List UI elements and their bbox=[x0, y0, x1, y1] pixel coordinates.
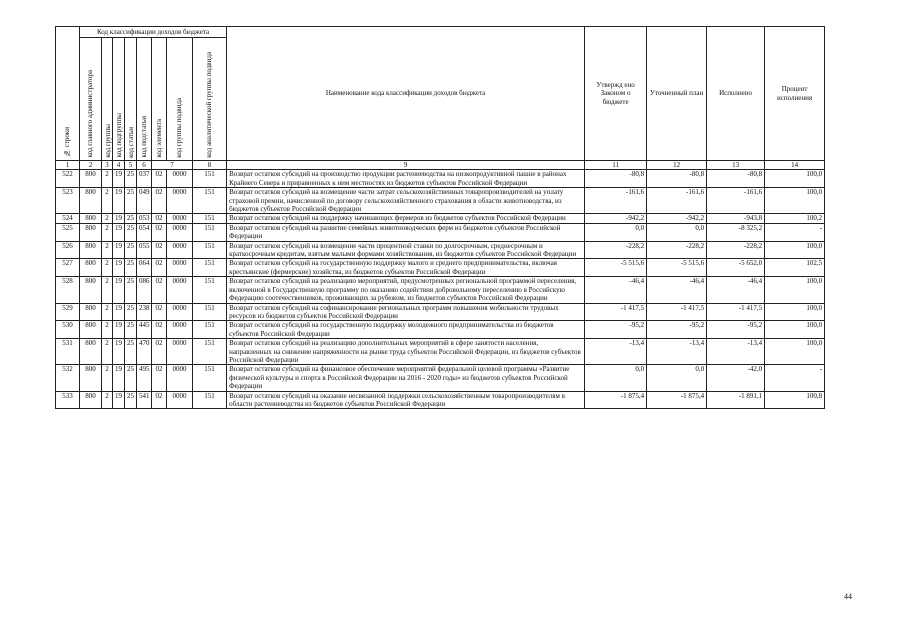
cell-subgroup-code: 19 bbox=[113, 277, 125, 303]
page-number: 44 bbox=[844, 592, 852, 601]
cell-percent: 100,0 bbox=[765, 241, 825, 259]
cell-element-code: 02 bbox=[152, 321, 167, 339]
cell-name: Возврат остатков субсидий на государственную поддержку молодежного предпринимательства из бюджетов субъектов Российской Федерации bbox=[227, 321, 585, 339]
column-number: 3 bbox=[102, 161, 113, 170]
cell-row-number: 525 bbox=[56, 223, 80, 241]
table-row bbox=[56, 321, 825, 339]
column-number: 2 bbox=[80, 161, 102, 170]
cell-subtype-group-code: 0000 bbox=[167, 241, 193, 259]
cell-element-code: 02 bbox=[152, 277, 167, 303]
cell-article-code: 25 bbox=[125, 303, 137, 321]
cell-percent: 100,2 bbox=[765, 214, 825, 223]
cell-percent: 100,0 bbox=[765, 277, 825, 303]
cell-name: Возврат остатков субсидий на государственную поддержку малого и среднего предпринимательства, включая крестьянские (фермерские) хозяйства, из бюджетов субъектов Российской Федерации bbox=[227, 259, 585, 277]
cell-approved: -942,2 bbox=[585, 214, 647, 223]
cell-subgroup-code: 19 bbox=[113, 170, 125, 188]
cell-approved: -46,4 bbox=[585, 277, 647, 303]
column-number: 11 bbox=[585, 161, 647, 170]
cell-subarticle-code: 049 bbox=[137, 188, 152, 214]
table-row bbox=[56, 303, 825, 321]
cell-name: Возврат остатков субсидий на поддержку начинающих фермеров из бюджетов субъектов Российской Федерации bbox=[227, 214, 585, 223]
cell-executed: -1 891,1 bbox=[707, 391, 765, 409]
cell-analytic-code: 151 bbox=[193, 170, 227, 188]
cell-group-code: 2 bbox=[102, 303, 113, 321]
cell-subtype-group-code: 0000 bbox=[167, 223, 193, 241]
cell-analytic-code: 151 bbox=[193, 188, 227, 214]
cell-approved: -95,2 bbox=[585, 321, 647, 339]
cell-row-number: 527 bbox=[56, 259, 80, 277]
table-row bbox=[56, 214, 825, 223]
cell-row-number: 522 bbox=[56, 170, 80, 188]
cell-percent: 100,0 bbox=[765, 170, 825, 188]
cell-refined-plan: -46,4 bbox=[647, 277, 707, 303]
code-header-element: код элемента bbox=[152, 38, 167, 161]
cell-executed: -161,6 bbox=[707, 188, 765, 214]
cell-analytic-code: 151 bbox=[193, 339, 227, 365]
table-row bbox=[56, 391, 825, 409]
cell-article-code: 25 bbox=[125, 321, 137, 339]
cell-article-code: 25 bbox=[125, 391, 137, 409]
row-number-header: № строки bbox=[56, 27, 80, 161]
cell-admin-code: 800 bbox=[80, 259, 102, 277]
cell-row-number: 528 bbox=[56, 277, 80, 303]
cell-subtype-group-code: 0000 bbox=[167, 391, 193, 409]
cell-executed: -5 652,0 bbox=[707, 259, 765, 277]
cell-subgroup-code: 19 bbox=[113, 391, 125, 409]
cell-admin-code: 800 bbox=[80, 223, 102, 241]
cell-executed: -8 325,2 bbox=[707, 223, 765, 241]
cell-subarticle-code: 238 bbox=[137, 303, 152, 321]
cell-analytic-code: 151 bbox=[193, 214, 227, 223]
column-number: 12 bbox=[647, 161, 707, 170]
cell-admin-code: 800 bbox=[80, 170, 102, 188]
cell-executed: -95,2 bbox=[707, 321, 765, 339]
name-header: Наименование кода классификации доходов бюджета bbox=[227, 27, 585, 161]
cell-approved: -1 417,5 bbox=[585, 303, 647, 321]
cell-row-number: 531 bbox=[56, 339, 80, 365]
approved-header: Утвержд ено Законом о бюджете bbox=[585, 27, 647, 161]
cell-subtype-group-code: 0000 bbox=[167, 339, 193, 365]
cell-group-code: 2 bbox=[102, 365, 113, 391]
cell-admin-code: 800 bbox=[80, 321, 102, 339]
cell-group-code: 2 bbox=[102, 391, 113, 409]
cell-admin-code: 800 bbox=[80, 391, 102, 409]
code-header-admin: код главного администратора bbox=[80, 38, 102, 161]
cell-group-code: 2 bbox=[102, 170, 113, 188]
cell-executed: -46,4 bbox=[707, 277, 765, 303]
cell-refined-plan: -161,6 bbox=[647, 188, 707, 214]
cell-subtype-group-code: 0000 bbox=[167, 365, 193, 391]
cell-subtype-group-code: 0000 bbox=[167, 259, 193, 277]
cell-approved: 0,0 bbox=[585, 223, 647, 241]
table-row bbox=[56, 277, 825, 303]
cell-group-code: 2 bbox=[102, 223, 113, 241]
cell-approved: 0,0 bbox=[585, 365, 647, 391]
code-header-group: код группы bbox=[102, 38, 113, 161]
code-header-subarticle: код подстатьи bbox=[137, 38, 152, 161]
cell-percent: 100,8 bbox=[765, 391, 825, 409]
cell-article-code: 25 bbox=[125, 339, 137, 365]
cell-subtype-group-code: 0000 bbox=[167, 170, 193, 188]
cell-analytic-code: 151 bbox=[193, 241, 227, 259]
cell-element-code: 02 bbox=[152, 303, 167, 321]
cell-name: Возврат остатков субсидий на финансовое обеспечение мероприятий федеральной целевой программы «Развитие физической культуры и спорта в Российской Федерации на 2016 - 2020 годы» из бюджетов субъектов Российской Федерации bbox=[227, 365, 585, 391]
column-number: 9 bbox=[227, 161, 585, 170]
cell-admin-code: 800 bbox=[80, 214, 102, 223]
cell-subgroup-code: 19 bbox=[113, 259, 125, 277]
cell-name: Возврат остатков субсидий на развитие семейных животноводческих ферм из бюджетов субъектов Российской Федерации bbox=[227, 223, 585, 241]
column-number: 13 bbox=[707, 161, 765, 170]
cell-article-code: 25 bbox=[125, 241, 137, 259]
column-number: 4 bbox=[113, 161, 125, 170]
cell-element-code: 02 bbox=[152, 391, 167, 409]
cell-subarticle-code: 445 bbox=[137, 321, 152, 339]
cell-approved: -228,2 bbox=[585, 241, 647, 259]
cell-group-code: 2 bbox=[102, 241, 113, 259]
cell-executed: -1 417,5 bbox=[707, 303, 765, 321]
cell-percent: - bbox=[765, 223, 825, 241]
cell-article-code: 25 bbox=[125, 365, 137, 391]
cell-admin-code: 800 bbox=[80, 303, 102, 321]
cell-analytic-code: 151 bbox=[193, 259, 227, 277]
cell-article-code: 25 bbox=[125, 223, 137, 241]
cell-article-code: 25 bbox=[125, 259, 137, 277]
cell-element-code: 02 bbox=[152, 365, 167, 391]
cell-executed: -80,8 bbox=[707, 170, 765, 188]
table-row bbox=[56, 170, 825, 188]
cell-executed: -13,4 bbox=[707, 339, 765, 365]
cell-refined-plan: -1 417,5 bbox=[647, 303, 707, 321]
cell-percent: 100,0 bbox=[765, 339, 825, 365]
table-row bbox=[56, 188, 825, 214]
cell-subgroup-code: 19 bbox=[113, 303, 125, 321]
table-row bbox=[56, 259, 825, 277]
cell-percent: 100,0 bbox=[765, 321, 825, 339]
cell-name: Возврат остатков субсидий на возмещение части процентной ставки по долгосрочным, среднесрочным и краткосрочным кредитам, взятым малыми формами хозяйствования, из бюджетов субъектов Российской Федерации bbox=[227, 241, 585, 259]
table-row bbox=[56, 241, 825, 259]
cell-executed: -228,2 bbox=[707, 241, 765, 259]
cell-refined-plan: -5 515,6 bbox=[647, 259, 707, 277]
code-header-subtype-group: код группы подвида bbox=[167, 38, 193, 161]
cell-row-number: 523 bbox=[56, 188, 80, 214]
cell-article-code: 25 bbox=[125, 170, 137, 188]
cell-analytic-code: 151 bbox=[193, 223, 227, 241]
cell-analytic-code: 151 bbox=[193, 391, 227, 409]
cell-group-code: 2 bbox=[102, 259, 113, 277]
cell-subgroup-code: 19 bbox=[113, 241, 125, 259]
column-number: 6 bbox=[137, 161, 152, 170]
cell-subtype-group-code: 0000 bbox=[167, 321, 193, 339]
cell-element-code: 02 bbox=[152, 223, 167, 241]
cell-subgroup-code: 19 bbox=[113, 223, 125, 241]
cell-name: Возврат остатков субсидий на возмещение части затрат сельскохозяйственных товаропроизводителей на уплату страховой премии, начисленной по договору сельскохозяйственного страхования в области животноводства, из бюджетов субъектов Российской Федерации bbox=[227, 188, 585, 214]
cell-element-code: 02 bbox=[152, 170, 167, 188]
table-row bbox=[56, 365, 825, 391]
cell-approved: -1 875,4 bbox=[585, 391, 647, 409]
cell-refined-plan: -80,8 bbox=[647, 170, 707, 188]
cell-subarticle-code: 055 bbox=[137, 241, 152, 259]
column-number: 5 bbox=[125, 161, 137, 170]
cell-name: Возврат остатков субсидий на реализацию дополнительных мероприятий в сфере занятости населения, направленных на снижение напряженности на рынке труда субъектов Российской Федерации, из бюджетов субъектов Российской Федерации bbox=[227, 339, 585, 365]
cell-name: Возврат остатков субсидий на оказание несвязанной поддержки сельскохозяйственным товаропроизводителям в области растениеводства из бюджетов субъектов Российской Федерации bbox=[227, 391, 585, 409]
cell-subarticle-code: 064 bbox=[137, 259, 152, 277]
cell-subarticle-code: 495 bbox=[137, 365, 152, 391]
cell-element-code: 02 bbox=[152, 188, 167, 214]
cell-analytic-code: 151 bbox=[193, 277, 227, 303]
cell-subtype-group-code: 0000 bbox=[167, 214, 193, 223]
cell-group-code: 2 bbox=[102, 321, 113, 339]
cell-refined-plan: -95,2 bbox=[647, 321, 707, 339]
cell-approved: -80,8 bbox=[585, 170, 647, 188]
cell-admin-code: 800 bbox=[80, 241, 102, 259]
cell-refined-plan: 0,0 bbox=[647, 365, 707, 391]
cell-percent: 100,0 bbox=[765, 188, 825, 214]
table-row bbox=[56, 339, 825, 365]
cell-name: Возврат остатков субсидий на реализацию мероприятий, предусмотренных региональной программой переселения, включенной в Государственную программу по оказанию содействия добровольному переселению в Российскую Федерацию соотечественников, проживающих за рубежом, из бюджетов субъектов Российской Федерации bbox=[227, 277, 585, 303]
cell-admin-code: 800 bbox=[80, 339, 102, 365]
cell-subarticle-code: 470 bbox=[137, 339, 152, 365]
cell-refined-plan: -942,2 bbox=[647, 214, 707, 223]
cell-percent: 102,5 bbox=[765, 259, 825, 277]
column-number: 14 bbox=[765, 161, 825, 170]
cell-admin-code: 800 bbox=[80, 365, 102, 391]
cell-group-code: 2 bbox=[102, 339, 113, 365]
cell-element-code: 02 bbox=[152, 259, 167, 277]
cell-refined-plan: 0,0 bbox=[647, 223, 707, 241]
code-header-subgroup: код подгруппы bbox=[113, 38, 125, 161]
code-header-analytic-group: код аналитической группы подвида bbox=[193, 38, 227, 161]
cell-subarticle-code: 541 bbox=[137, 391, 152, 409]
cell-element-code: 02 bbox=[152, 241, 167, 259]
cell-subarticle-code: 086 bbox=[137, 277, 152, 303]
cell-group-code: 2 bbox=[102, 214, 113, 223]
cell-executed: -42,0 bbox=[707, 365, 765, 391]
cell-refined-plan: -1 875,4 bbox=[647, 391, 707, 409]
cell-row-number: 533 bbox=[56, 391, 80, 409]
cell-element-code: 02 bbox=[152, 214, 167, 223]
cell-row-number: 532 bbox=[56, 365, 80, 391]
cell-subtype-group-code: 0000 bbox=[167, 303, 193, 321]
cell-row-number: 526 bbox=[56, 241, 80, 259]
cell-subgroup-code: 19 bbox=[113, 321, 125, 339]
refined-plan-header: Уточненный план bbox=[647, 27, 707, 161]
cell-refined-plan: -13,4 bbox=[647, 339, 707, 365]
cell-article-code: 25 bbox=[125, 277, 137, 303]
cell-percent: - bbox=[765, 365, 825, 391]
cell-element-code: 02 bbox=[152, 339, 167, 365]
column-number: 8 bbox=[193, 161, 227, 170]
cell-row-number: 530 bbox=[56, 321, 80, 339]
cell-subtype-group-code: 0000 bbox=[167, 277, 193, 303]
cell-executed: -943,8 bbox=[707, 214, 765, 223]
cell-row-number: 529 bbox=[56, 303, 80, 321]
cell-name: Возврат остатков субсидий на софинансирование региональных программ повышения мобильности трудовых ресурсов из бюджетов субъектов Российской Федерации bbox=[227, 303, 585, 321]
cell-group-code: 2 bbox=[102, 188, 113, 214]
cell-analytic-code: 151 bbox=[193, 321, 227, 339]
table-row bbox=[56, 223, 825, 241]
cell-subgroup-code: 19 bbox=[113, 365, 125, 391]
cell-subtype-group-code: 0000 bbox=[167, 188, 193, 214]
cell-subgroup-code: 19 bbox=[113, 188, 125, 214]
cell-percent: 100,0 bbox=[765, 303, 825, 321]
code-header-article: код статьи bbox=[125, 38, 137, 161]
cell-article-code: 25 bbox=[125, 188, 137, 214]
executed-header: Исполнено bbox=[707, 27, 765, 161]
cell-analytic-code: 151 bbox=[193, 365, 227, 391]
cell-subgroup-code: 19 bbox=[113, 339, 125, 365]
cell-row-number: 524 bbox=[56, 214, 80, 223]
cell-subgroup-code: 19 bbox=[113, 214, 125, 223]
cell-subarticle-code: 037 bbox=[137, 170, 152, 188]
cell-subarticle-code: 054 bbox=[137, 223, 152, 241]
cell-refined-plan: -228,2 bbox=[647, 241, 707, 259]
budget-revenue-table bbox=[55, 26, 825, 409]
percent-header: Процент исполнения bbox=[765, 27, 825, 161]
cell-approved: -13,4 bbox=[585, 339, 647, 365]
cell-admin-code: 800 bbox=[80, 277, 102, 303]
cell-name: Возврат остатков субсидий на производство продукции растениеводства на низкопродуктивной пашне в районах Крайнего Севера и приравненных к ним местностях из бюджетов субъектов Российской Федерации bbox=[227, 170, 585, 188]
classification-code-header: Код классификации доходов бюджета bbox=[80, 27, 227, 38]
cell-approved: -161,6 bbox=[585, 188, 647, 214]
cell-admin-code: 800 bbox=[80, 188, 102, 214]
cell-analytic-code: 151 bbox=[193, 303, 227, 321]
column-number: 7 bbox=[152, 161, 193, 170]
cell-approved: -5 515,6 bbox=[585, 259, 647, 277]
cell-subarticle-code: 053 bbox=[137, 214, 152, 223]
cell-article-code: 25 bbox=[125, 214, 137, 223]
cell-group-code: 2 bbox=[102, 277, 113, 303]
column-number: 1 bbox=[56, 161, 80, 170]
column-number-row bbox=[56, 161, 825, 170]
